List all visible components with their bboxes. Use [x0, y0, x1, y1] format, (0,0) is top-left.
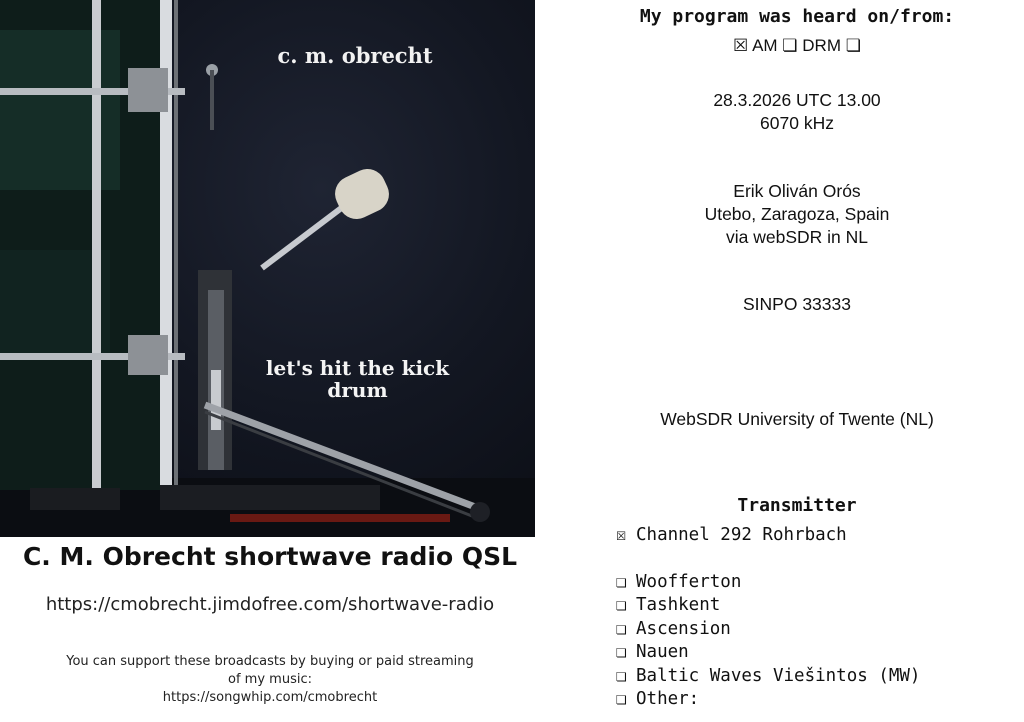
transmitter-label: Ascension: [636, 618, 731, 639]
checkbox-unchecked: ❏: [616, 665, 627, 686]
transmitter-heading: Transmitter: [737, 495, 857, 516]
transmitter-label: Other:: [636, 689, 700, 709]
support-note: [20, 653, 520, 707]
transmitter-item-rohrbach[interactable]: [616, 524, 1021, 548]
checkbox-unchecked: ❏: [616, 618, 627, 639]
reception-frequency: 6070 kHz: [760, 113, 834, 133]
mode-other-checkbox[interactable]: ❏: [845, 36, 861, 55]
transmitter-item-ascension[interactable]: [616, 618, 1021, 642]
support-line-2: of my music:: [228, 672, 312, 687]
transmitter-item-tashkent[interactable]: [616, 594, 1021, 618]
mode-am-label: AM: [752, 36, 778, 55]
transmitter-item-baltic-waves[interactable]: [616, 665, 1021, 689]
transmitter-gap: [616, 548, 1021, 571]
reception-datetime: [570, 89, 1024, 135]
checkbox-unchecked: ❏: [616, 642, 627, 662]
heard-heading: My program was heard on/from:: [639, 6, 955, 27]
checkbox-checked: ☒: [616, 525, 627, 545]
sinpo-report: SINPO 33333: [743, 294, 851, 314]
transmitter-label: Channel 292 Rohrbach: [636, 525, 847, 545]
transmitter-label: Nauen: [636, 642, 689, 662]
support-link[interactable]: https://songwhip.com/cmobrecht: [162, 690, 378, 705]
listener-info: [570, 180, 1024, 249]
cover-artist-name: c. m. obrecht: [277, 43, 433, 68]
mode-am-checkbox[interactable]: ☒ AM: [733, 36, 778, 55]
checkbox-unchecked: ❏: [616, 689, 627, 709]
transmitter-label: Baltic Waves Viešintos (MW): [636, 665, 921, 686]
kick-drum-pedal-illustration: [0, 0, 535, 537]
transmitter-item-woofferton[interactable]: [616, 571, 1021, 595]
cover-track-title: [255, 357, 460, 401]
mode-drm-checkbox[interactable]: ❏ DRM: [782, 36, 841, 55]
website-link[interactable]: https://cmobrecht.jimdofree.com/shortwave-radio: [45, 594, 495, 615]
album-cover: [0, 0, 535, 537]
qsl-title: C. M. Obrecht shortwave radio QSL: [22, 542, 518, 571]
listener-location: Utebo, Zaragoza, Spain: [704, 204, 890, 224]
reception-date: 28.3.2026 UTC 13.00: [713, 90, 881, 110]
checkbox-unchecked: ❏: [616, 571, 627, 592]
transmitter-label: Woofferton: [636, 571, 742, 592]
cover-track-title-line2: drum: [327, 378, 388, 402]
transmitter-item-other[interactable]: [616, 688, 1021, 712]
receiver-name: WebSDR University of Twente (NL): [660, 409, 934, 429]
transmitter-label: Tashkent: [636, 595, 721, 615]
checkbox-unchecked: ❏: [616, 595, 627, 615]
listener-name: Erik Oliván Orós: [733, 181, 861, 201]
listener-via: via webSDR in NL: [726, 227, 868, 247]
cover-track-title-line1: let's hit the kick: [265, 356, 450, 380]
transmitter-list: [616, 524, 1021, 712]
mode-drm-label: DRM: [802, 36, 841, 55]
mode-checkboxes: [570, 36, 1024, 56]
transmitter-item-nauen[interactable]: [616, 641, 1021, 665]
support-line-1: You can support these broadcasts by buying or paid streaming: [66, 654, 474, 669]
